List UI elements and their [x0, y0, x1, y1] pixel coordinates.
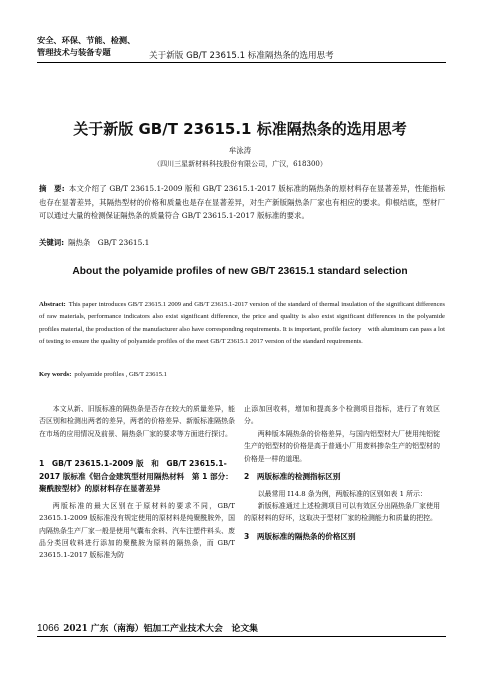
keywords-en: [39, 371, 167, 378]
keywords-cn: [39, 237, 149, 248]
page-number: 1066: [37, 623, 60, 634]
keywords-en-label: Key words:: [39, 371, 72, 378]
abstract-cn-label: 摘 要:: [39, 184, 65, 193]
journal-section-line-1: 安全、环保、节能、检测、: [37, 35, 136, 45]
paper-title-en: About the polyamide profiles of new GB/T 23615.1 standard selection: [72, 266, 408, 277]
section-heading-3: 3 两版标准的隔热条的价格区别: [244, 531, 356, 541]
body-paragraph: 本文从新、旧版标准的隔热条是否存在较大的质量差异，能否区别和检测出两者的差异，两者的价格差异、新版标准隔热条在市场的应用情况及前景、隔热条厂家的要求等方面进行探讨。: [39, 405, 235, 438]
author: 牟泳涛: [228, 146, 252, 155]
abstract-cn: [39, 182, 445, 223]
affiliation: （四川三星新材料科技股份有限公司，广汉，618300）: [153, 160, 327, 168]
abstract-en: [39, 299, 445, 349]
header-rule: [37, 62, 446, 63]
keywords-cn-label: 关键词:: [39, 238, 65, 247]
proceedings-title: 2021 广东（南海）铝加工产业技术大会 论文集: [63, 624, 258, 634]
running-title: 关于新版 GB/T 23615.1 标准隔热条的选用思考: [149, 51, 334, 61]
section-heading-2: 2 两版标准的检测指标区别: [244, 472, 341, 482]
page-footer: [37, 621, 258, 634]
abstract-cn-text: 本文介绍了 GB/T 23615.1-2009 版和 GB/T 23615.1-2017 版标准的隔热条的原材料存在显著差异，性能指标也存在显著差异，其隔热型材的价格和质量也是存在显著差异，对生产新版隔热条厂家也有相应的要求。仰根结底，型材厂可以通过大量的检测保证隔热条的质量符合 GB/T 23615.1-2017 版标准的要求。: [39, 184, 445, 221]
keywords-cn-text: 隔热条 GB/T 23615.1: [68, 238, 150, 247]
abstract-en-label: Abstract:: [39, 301, 66, 308]
body-paragraph: 以最常用 I14.8 条为例，两版标准的区别如表 1 所示：: [257, 489, 427, 498]
body-paragraph: 止添加回收料，增加和提高多个检测项目指标，进行了有效区分。: [244, 405, 440, 426]
abstract-en-text: This paper introduces GB/T 23615.1 2009 and GB/T 23615.1-2017 version of the standard of thermal insulation of the significant differences of raw materials, performance indicators also exist significant difference, the price and quality is also exist significant differences in the polyamide profiles material, the production of the manufacturer also have corresponding requirements. It is important, profile factory with aluminum can pass a lot of testing to ensure the quality of polyamide profiles of the meet GB/T 23615.1 2017 version of the standard requirements.: [39, 301, 445, 346]
section-heading-1: 1 GB/T 23615.1-2009 版 和 GB/T 23615.1-2017 版标准《铝合金建筑型材用隔热材料 第 1 部分：聚酰胺型材》的原材料存在显著差异: [39, 459, 233, 494]
footer-rule: [37, 636, 446, 637]
body-paragraph: 两种版本隔热条的价格差异，与国内铝型材大厂使用纯铝锭生产的铝型材的价格是高于普通小厂用废料掺杂生产的铝型材的价格是一样的道理。: [244, 429, 440, 463]
body-column-left: [39, 403, 235, 562]
journal-section-line-2: 管理技术与装备专题: [37, 47, 111, 57]
body-paragraph: 两版标准的最大区别在于原材料的要求不同，GB/T 23615.1-2009 版标准没有规定使用的原材料是纯聚酰胺外，国内隔热条生产厂家一般是使用气囊布余料、汽车注塑件料头、废品分类回收料进行添加的聚酰胺为原料的隔热条，而 GB/T 23615.1-2017 版标准为防: [39, 501, 235, 560]
journal-section-label: [37, 34, 135, 58]
keywords-en-text: polyamide profiles , GB/T 23615.1: [74, 371, 167, 378]
body-paragraph: 新版标准通过上述检测项目可以有效区分出隔热条厂家使用的原材料的好坏，这取决于型材厂家的检测能力和质量的把控。: [244, 501, 440, 523]
paper-title-cn: 关于新版 GB/T 23615.1 标准隔热条的选用思考: [73, 120, 407, 138]
body-column-right: [244, 403, 440, 547]
